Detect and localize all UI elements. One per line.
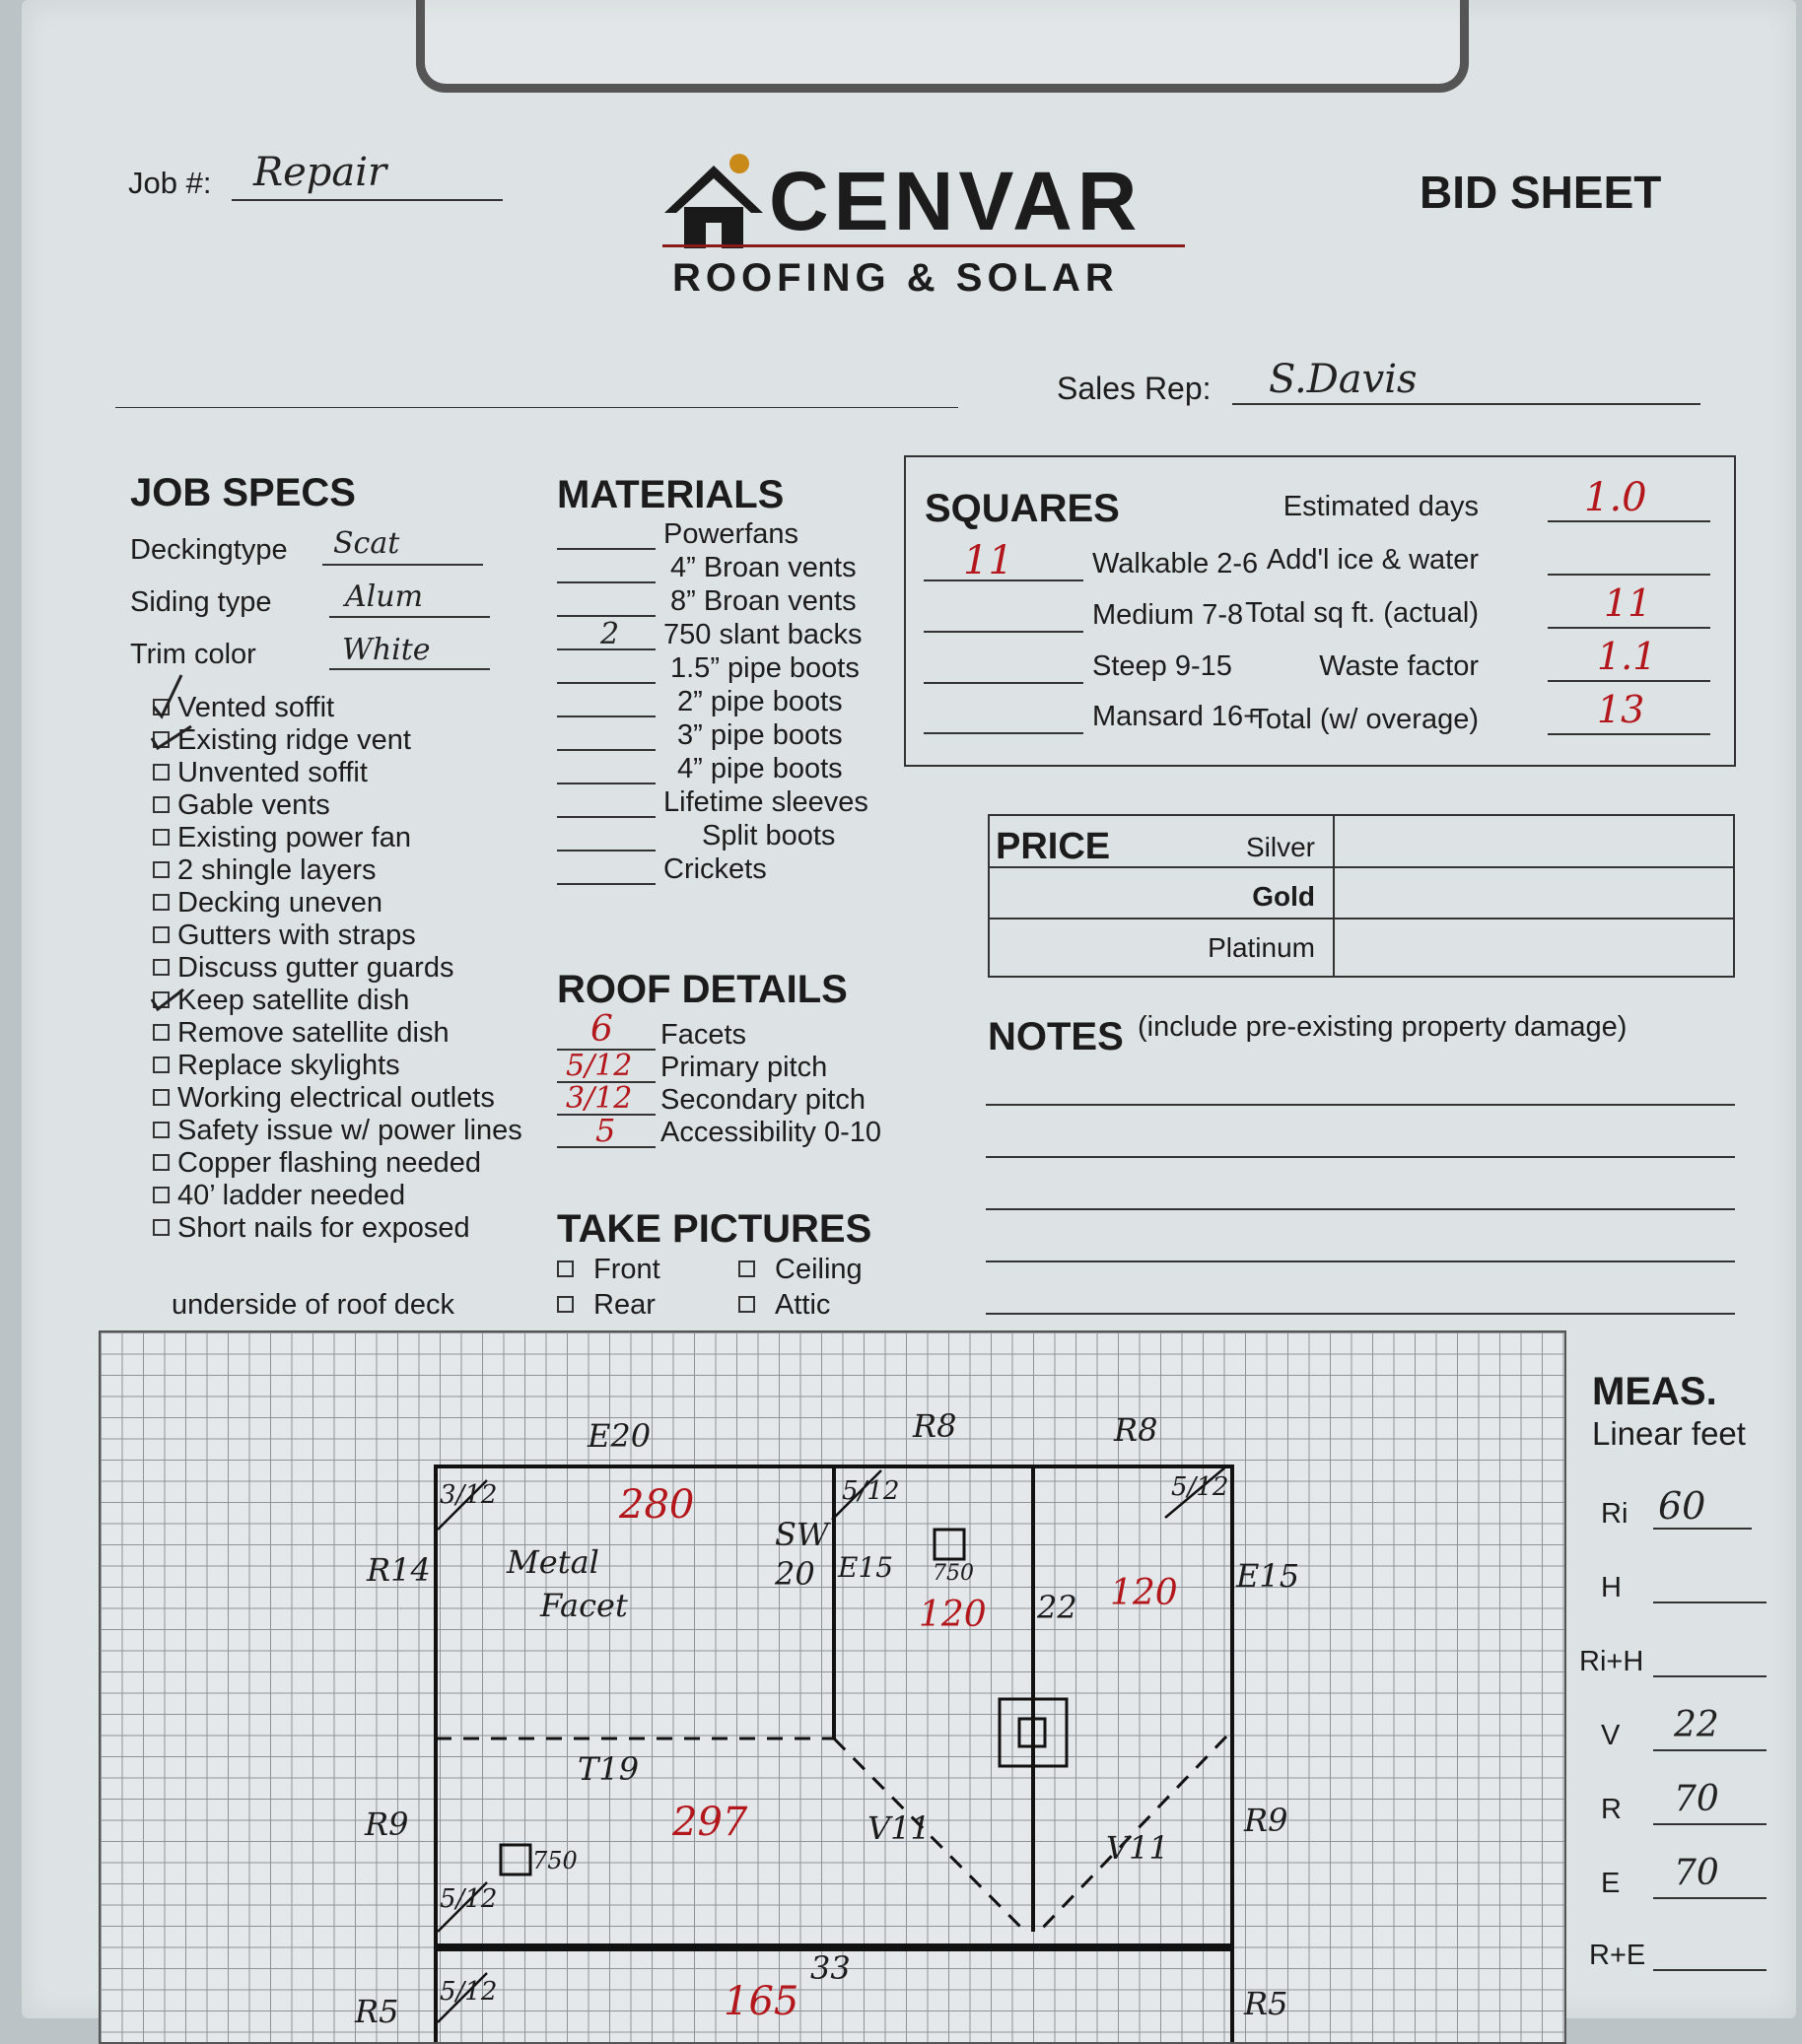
diagram-area-label: 120: [919, 1595, 987, 1635]
materials-heading: MATERIALS: [557, 473, 785, 516]
checklist-item[interactable]: Replace skylights: [153, 1050, 400, 1082]
estimate-value: 1.1: [1597, 635, 1657, 678]
measurement-value: 60: [1658, 1484, 1706, 1528]
measurement-label: E: [1601, 1868, 1621, 1899]
checkbox-icon[interactable]: [153, 861, 170, 878]
checkbox-icon[interactable]: [153, 1056, 170, 1073]
measurement-line: [1653, 1749, 1767, 1751]
checklist-item[interactable]: Existing power fan: [153, 822, 411, 854]
job-number-value: Repair: [253, 150, 387, 195]
measurements-subheading: Linear feet: [1592, 1415, 1746, 1452]
material-label: 1.5” pipe boots: [670, 652, 860, 684]
vent-750-box: [935, 1530, 964, 1559]
roof-detail-value: 5/12: [566, 1049, 633, 1083]
measurement-line: [1653, 1601, 1767, 1603]
clipboard: [22, 0, 1796, 2030]
checkbox-icon[interactable]: [557, 1260, 574, 1277]
hand-checkmark-icon: [148, 986, 197, 1015]
squares-label: Steep 9-15: [1092, 650, 1232, 682]
trim-color-value: White: [342, 633, 431, 667]
checkbox-icon[interactable]: [153, 1122, 170, 1138]
sales-rep-label: Sales Rep:: [1057, 371, 1212, 406]
measurement-label: Ri+H: [1579, 1646, 1644, 1677]
trim-color-line: [329, 668, 490, 670]
diagram-label: Facet: [540, 1587, 628, 1624]
measurement-label: H: [1601, 1572, 1622, 1603]
notes-line[interactable]: [986, 1208, 1735, 1210]
notes-heading: NOTES: [988, 1015, 1124, 1058]
diagram-area-label: 297: [672, 1800, 748, 1845]
diagram-label: R5: [355, 1993, 399, 2030]
material-label: 8” Broan vents: [670, 585, 857, 617]
squares-heading: SQUARES: [925, 487, 1120, 530]
diagram-label: 750: [933, 1561, 974, 1586]
diagram-label: R14: [367, 1551, 431, 1589]
material-label: Split boots: [702, 820, 836, 852]
price-column-divider: [1333, 816, 1335, 976]
material-label: Powerfans: [663, 518, 799, 550]
diagram-label: R5: [1244, 1985, 1288, 2022]
checklist-item[interactable]: Copper flashing needed: [153, 1147, 481, 1180]
logo-underline: [662, 244, 1185, 247]
measurement-label: R: [1601, 1794, 1622, 1825]
estimate-line: [1548, 627, 1710, 629]
measurement-line: [1653, 1897, 1767, 1899]
checklist-item[interactable]: 2 shingle layers: [153, 854, 377, 887]
checklist-item[interactable]: Unvented soffit: [153, 757, 368, 789]
roof-detail-value: 6: [590, 1009, 613, 1050]
material-label: 4” pipe boots: [677, 753, 843, 784]
material-qty-line: [557, 581, 656, 583]
material-qty-line: [557, 682, 656, 684]
job-number-line: [232, 199, 503, 201]
estimate-value: 11: [1604, 581, 1652, 625]
roof-detail-label: Secondary pitch: [660, 1084, 866, 1116]
estimate-line: [1548, 574, 1710, 576]
checkbox-icon[interactable]: [153, 1187, 170, 1203]
siding-type-value: Alum: [345, 579, 424, 614]
price-tier-gold: Gold: [1252, 881, 1315, 912]
checklist-item[interactable]: Safety issue w/ power lines: [153, 1115, 522, 1147]
checklist-item[interactable]: Discuss gutter guards: [153, 952, 453, 985]
valley-line: [834, 1738, 1027, 1934]
checklist-item[interactable]: Keep satellite dish: [153, 985, 409, 1017]
checklist-item[interactable]: Vented soffit: [153, 692, 334, 724]
diagram-label: Metal: [507, 1543, 599, 1581]
picture-option-rear[interactable]: Rear: [557, 1289, 656, 1322]
cenvar-logo: [662, 146, 1214, 304]
measurements-heading: MEAS.: [1592, 1370, 1717, 1413]
material-qty-line: [557, 850, 656, 852]
diagram-label: SW: [775, 1516, 829, 1553]
diagram-label: 750: [532, 1847, 578, 1874]
pitch-label: 5/12: [440, 1977, 498, 2007]
decking-type-line: [322, 564, 483, 566]
pitch-label: 3/12: [440, 1480, 498, 1510]
diagram-area-label: 280: [619, 1482, 695, 1528]
trim-color-label: Trim color: [130, 639, 256, 670]
diagram-area-label: 120: [1110, 1573, 1178, 1613]
material-label: 2” pipe boots: [677, 686, 843, 717]
squares-line: [924, 732, 1083, 734]
page-title: BID SHEET: [1420, 167, 1662, 218]
notes-line[interactable]: [986, 1156, 1735, 1158]
picture-option-attic[interactable]: Attic: [738, 1289, 830, 1322]
sales-rep-line: [1232, 403, 1700, 405]
material-qty-line: [557, 816, 656, 818]
roof-detail-label: Facets: [660, 1019, 747, 1051]
checklist-item[interactable]: Remove satellite dish: [153, 1017, 450, 1050]
price-heading: PRICE: [996, 826, 1111, 867]
brand-name: CENVAR: [769, 155, 1143, 247]
measurement-value: 70: [1674, 1779, 1719, 1819]
picture-option-ceiling[interactable]: Ceiling: [738, 1254, 863, 1286]
price-tier-silver: Silver: [1245, 832, 1315, 862]
material-label: 750 slant backs: [663, 619, 863, 650]
roof-detail-value: 3/12: [566, 1081, 633, 1116]
diagram-label: 33: [810, 1949, 851, 1987]
pitch-label: 5/12: [842, 1476, 900, 1506]
diagram-label: E20: [588, 1417, 652, 1455]
header-divider: [115, 407, 958, 408]
take-pictures-heading: TAKE PICTURES: [557, 1207, 872, 1251]
checkbox-icon[interactable]: [153, 829, 170, 846]
estimate-line: [1548, 680, 1710, 682]
brand-tagline: ROOFING & SOLAR: [672, 256, 1119, 300]
material-label: 4” Broan vents: [670, 552, 857, 583]
roof-diagram: [101, 1332, 1564, 2042]
diagram-label: R8: [1114, 1411, 1158, 1449]
diagram-label: T19: [578, 1750, 640, 1788]
checkbox-icon[interactable]: [153, 1154, 170, 1171]
material-qty-line: [557, 749, 656, 751]
diagram-label: E15: [1236, 1557, 1300, 1595]
decking-type-value: Scat: [333, 526, 400, 561]
material-qty-line: [557, 715, 656, 717]
notes-hint: (include pre-existing property damage): [1138, 1011, 1628, 1043]
material-qty-line: [557, 883, 656, 885]
pitch-label: 5/12: [1171, 1472, 1229, 1502]
diagram-label: 20: [775, 1555, 815, 1593]
estimate-line: [1548, 520, 1710, 522]
measurement-value: 70: [1674, 1853, 1719, 1893]
estimate-label: Estimated days: [1282, 491, 1479, 522]
squares-value: 11: [963, 538, 1013, 583]
squares-line: [924, 631, 1083, 633]
measurement-line: [1653, 1969, 1767, 1971]
diagram-area-label: 165: [724, 1979, 799, 2024]
house-sun-icon: [662, 146, 781, 254]
roof-detail-value: 5: [595, 1112, 616, 1149]
measurement-label: R+E: [1589, 1940, 1646, 1971]
diagram-label: R8: [913, 1407, 957, 1445]
vent-750-box: [501, 1845, 530, 1874]
checkbox-icon[interactable]: [153, 926, 170, 943]
material-label: Lifetime sleeves: [663, 786, 868, 818]
checkbox-icon[interactable]: [153, 1219, 170, 1236]
material-label: Crickets: [663, 853, 767, 885]
decking-type-label: Deckingtype: [130, 534, 288, 566]
estimate-line: [1548, 733, 1710, 735]
diagram-label: E15: [838, 1551, 894, 1584]
checklist-continuation: underside of roof deck: [172, 1289, 454, 1321]
squares-line: [924, 682, 1083, 684]
checklist-item[interactable]: Existing ridge vent: [153, 724, 411, 757]
diagram-label: 22: [1037, 1589, 1077, 1626]
checklist-item[interactable]: Decking uneven: [153, 887, 382, 920]
checkbox-icon[interactable]: [557, 1296, 574, 1313]
estimate-label: Total sq ft. (actual): [1245, 597, 1479, 629]
squares-label: Mansard 16+: [1092, 701, 1261, 732]
diagram-label: V11: [867, 1809, 931, 1847]
checkbox-icon[interactable]: [153, 894, 170, 911]
diagram-label: R9: [365, 1806, 409, 1843]
price-row-gold: [990, 867, 1733, 920]
roof-diagram-grid: [99, 1330, 1566, 2044]
roof-detail-label: Accessibility 0-10: [660, 1117, 882, 1148]
price-table: [988, 814, 1735, 978]
measurement-value: 22: [1674, 1705, 1719, 1745]
checklist-item[interactable]: Gutters with straps: [153, 920, 416, 952]
clipboard-clip: [416, 0, 1469, 93]
notes-line[interactable]: [986, 1313, 1735, 1315]
checklist-item[interactable]: 40’ ladder needed: [153, 1180, 405, 1212]
sales-rep-value: S.Davis: [1269, 357, 1418, 402]
pitch-label: 5/12: [440, 1884, 498, 1914]
measurement-line: [1653, 1528, 1752, 1530]
estimate-label: Total (w/ overage): [1251, 704, 1479, 735]
roof-detail-label: Primary pitch: [660, 1052, 828, 1083]
estimate-value: 13: [1597, 688, 1645, 731]
diagram-label: R9: [1244, 1802, 1288, 1839]
squares-label: Walkable 2-6: [1092, 548, 1259, 579]
siding-type-label: Siding type: [130, 586, 272, 618]
estimate-label: Add'l ice & water: [1266, 544, 1479, 576]
material-qty-line: [557, 783, 656, 784]
notes-line[interactable]: [986, 1104, 1735, 1106]
price-tier-platinum: Platinum: [1208, 932, 1315, 963]
checklist-item[interactable]: Short nails for exposed: [153, 1212, 470, 1245]
checkbox-icon[interactable]: [153, 1089, 170, 1106]
material-label: 3” pipe boots: [677, 719, 843, 751]
hand-checkmarks-icon: [148, 673, 197, 791]
job-specs-heading: JOB SPECS: [130, 471, 356, 514]
checklist-item[interactable]: Working electrical outlets: [153, 1082, 495, 1115]
checkbox-icon[interactable]: [153, 959, 170, 976]
checkbox-icon[interactable]: [153, 796, 170, 813]
squares-label: Medium 7-8: [1092, 599, 1244, 631]
measurement-line: [1653, 1675, 1767, 1677]
measurement-label: V: [1601, 1720, 1621, 1751]
estimate-value: 1.0: [1584, 475, 1647, 520]
picture-option-front[interactable]: Front: [557, 1254, 660, 1286]
diagram-label: V11: [1106, 1829, 1169, 1867]
checkbox-icon[interactable]: [738, 1260, 755, 1277]
roof-details-heading: ROOF DETAILS: [557, 968, 848, 1011]
material-qty-line: [557, 548, 656, 550]
notes-line[interactable]: [986, 1260, 1735, 1262]
measurement-label: Ri: [1601, 1498, 1629, 1530]
estimate-label: Waste factor: [1319, 650, 1479, 682]
checkbox-icon[interactable]: [153, 1024, 170, 1041]
material-qty-value: 2: [600, 617, 620, 651]
job-number-label: Job #:: [128, 166, 212, 200]
measurement-line: [1653, 1823, 1767, 1825]
checkbox-icon[interactable]: [738, 1296, 755, 1313]
siding-type-line: [329, 616, 490, 618]
checklist-item[interactable]: Gable vents: [153, 789, 330, 822]
